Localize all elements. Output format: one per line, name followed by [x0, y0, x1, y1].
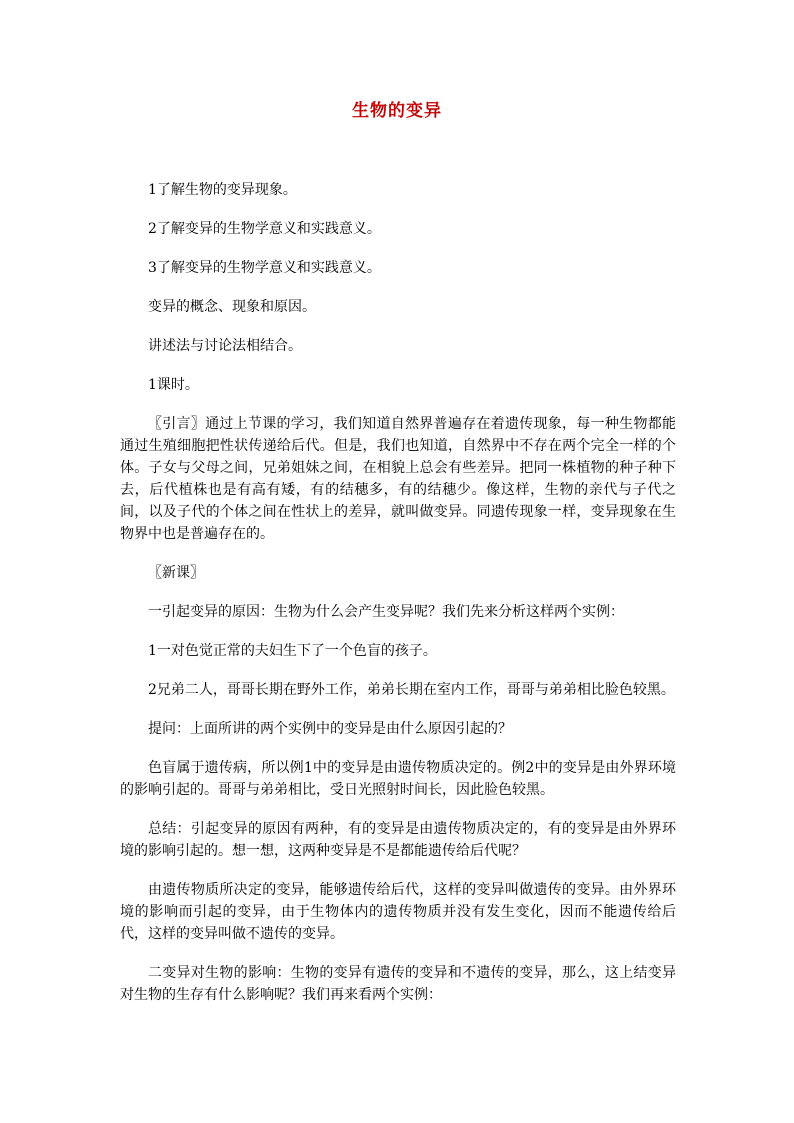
teaching-method: 讲述法与讨论法相结合。: [148, 338, 302, 354]
document-title: 生物的变异: [352, 101, 442, 121]
key-points: 变异的概念、现象和原因。: [148, 299, 316, 315]
summary-paragraph: 总结：引起变异的原因有两种，有的变异是由遗传物质决定的，有的变异是由外界环境的影响引起的。想一想，这两种变异是不是都能遗传给后代呢？: [120, 821, 676, 859]
introduction-paragraph: 〖引言〗通过上节课的学习，我们知道自然界普遍存在着遗传现象，每一种生物都能通过生殖细胞把性状传递给后代。但是，我们也知道，自然界中不存在两个完全一样的个体。子女与父母之间，兄弟姐妹之间，在相貌上总会有些差异。把同一株植物的种子种下去，后代植株也是有高有矮，有的结穗多，有的结穗少。像这样，生物的亲代与子代之间，以及子代的个体之间在性状上的差异，就叫做变异。同遗传现象一样，变异现象在生物界中也是普遍存在的。: [120, 416, 676, 542]
example-1: 1一对色觉正常的夫妇生下了一个色盲的孩子。: [148, 643, 437, 659]
section-2-heading: 二变异对生物的影响：生物的变异有遗传的变异和不遗传的变异，那么，这上结变异对生物的生存有什么影响呢？我们再来看两个实例：: [120, 965, 676, 1003]
objective-3: 3了解变异的生物学意义和实践意义。: [148, 260, 381, 276]
section-1-heading: 一引起变异的原因：生物为什么会产生变异呢？我们先来分析这样两个实例：: [148, 604, 624, 620]
example-2: 2兄弟二人，哥哥长期在野外工作，弟弟长期在室内工作，哥哥与弟弟相比脸色较黑。: [148, 682, 675, 698]
objective-2: 2了解变异的生物学意义和实践意义。: [148, 221, 381, 237]
question-paragraph: 提问：上面所讲的两个实例中的变异是由什么原因引起的？: [148, 721, 512, 737]
heritable-variation-paragraph: 由遗传物质所决定的变异，能够遗传给后代，这样的变异叫做遗传的变异。由外界环境的影响而引起的变异，由于生物体内的遗传物质并没有发生变化，因而不能遗传给后代，这样的变异叫做不遗传的变异。: [120, 882, 676, 942]
new-lesson-heading: 〖新课〗: [148, 565, 204, 581]
answer-paragraph: 色盲属于遗传病，所以例1中的变异是由遗传物质决定的。例2中的变异是由外界环境的影响引起的。哥哥与弟弟相比，受日光照射时间长，因此脸色较黑。: [120, 760, 676, 798]
document-body: [120, 179, 676, 1023]
objective-1: 1了解生物的变异现象。: [148, 182, 297, 198]
class-hours: 1课时。: [148, 377, 199, 393]
